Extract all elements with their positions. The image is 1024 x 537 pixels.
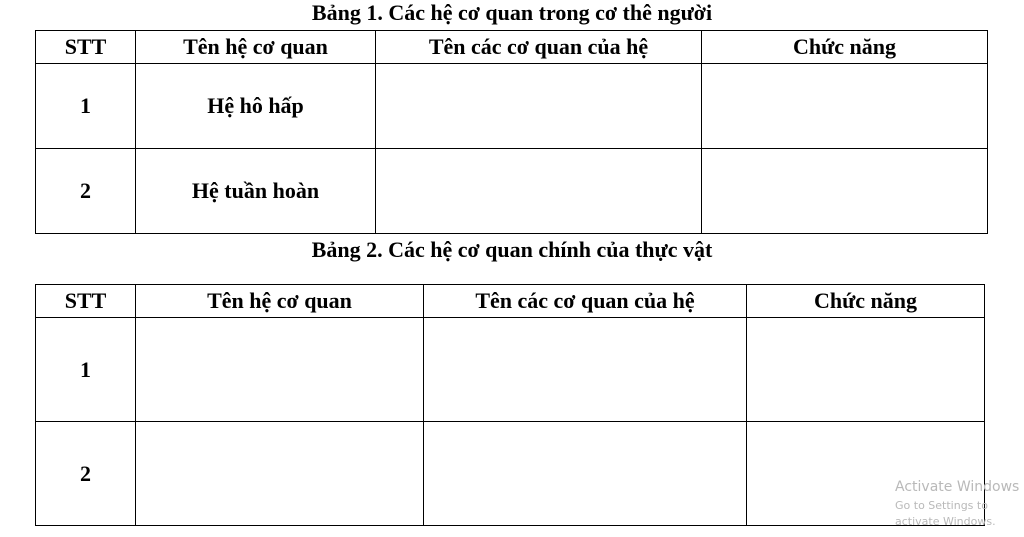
header-function: Chức năng xyxy=(702,31,988,64)
cell-function[interactable] xyxy=(702,64,988,149)
table-human-organ-systems xyxy=(35,30,988,234)
header-stt: STT xyxy=(36,31,136,64)
cell-organ-names[interactable] xyxy=(376,64,702,149)
table1-caption: Bảng 1. Các hệ cơ quan trong cơ thê người xyxy=(311,0,713,25)
cell-stt: 2 xyxy=(36,422,136,526)
activate-windows-watermark xyxy=(895,478,1024,530)
cell-stt: 1 xyxy=(36,318,136,422)
cell-organ-names[interactable] xyxy=(424,318,747,422)
table-row xyxy=(36,422,985,526)
cell-system-name[interactable] xyxy=(136,422,424,526)
header-system-name: Tên hệ cơ quan xyxy=(136,285,424,318)
cell-function[interactable] xyxy=(702,149,988,234)
watermark-subtitle: Go to Settings to activate Windows. xyxy=(895,499,996,528)
header-system-name: Tên hệ cơ quan xyxy=(136,31,376,64)
table-row xyxy=(36,149,988,234)
header-function: Chức năng xyxy=(747,285,985,318)
cell-organ-names[interactable] xyxy=(376,149,702,234)
cell-system-name: Hệ hô hấp xyxy=(136,64,376,149)
table-row xyxy=(36,318,985,422)
table2-header-row xyxy=(36,285,985,318)
table2-caption: Bảng 2. Các hệ cơ quan chính của thực vật xyxy=(311,237,713,262)
cell-system-name[interactable] xyxy=(136,318,424,422)
watermark-title: Activate Windows xyxy=(895,479,1020,495)
cell-system-name: Hệ tuần hoàn xyxy=(136,149,376,234)
table-row xyxy=(36,64,988,149)
cell-function[interactable] xyxy=(747,318,985,422)
cell-organ-names[interactable] xyxy=(424,422,747,526)
header-organ-names: Tên các cơ quan của hệ xyxy=(424,285,747,318)
table-plant-organ-systems xyxy=(35,284,985,526)
cell-stt: 1 xyxy=(36,64,136,149)
table1-header-row xyxy=(36,31,988,64)
cell-stt: 2 xyxy=(36,149,136,234)
header-stt: STT xyxy=(36,285,136,318)
header-organ-names: Tên các cơ quan của hệ xyxy=(376,31,702,64)
